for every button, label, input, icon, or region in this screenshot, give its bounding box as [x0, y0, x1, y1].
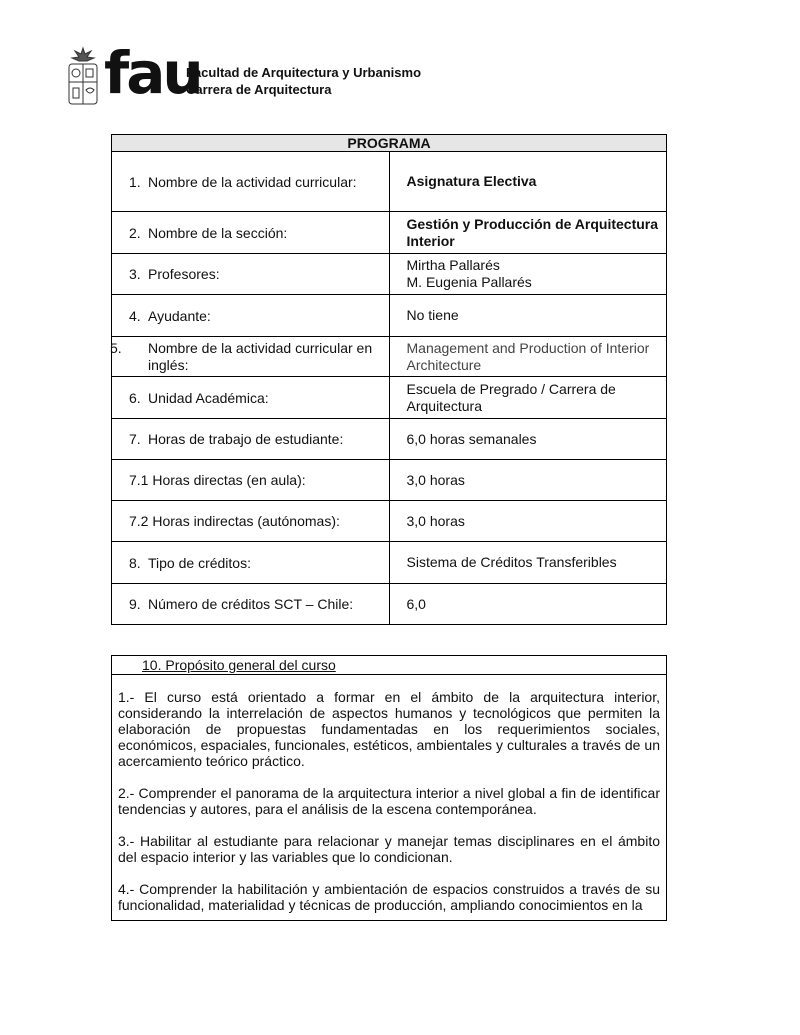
table-row: [112, 584, 667, 625]
page-header: [66, 39, 486, 110]
row-value: No tiene: [389, 295, 667, 337]
row-label: 7.2 Horas indirectas (autónomas):: [112, 501, 390, 542]
row-value: Gestión y Producción de Arquitectura Interior: [389, 212, 667, 254]
table-row: [112, 377, 667, 419]
professor-1: Mirtha Pallarés: [406, 257, 500, 273]
program-title: PROGRAMA: [112, 135, 667, 152]
program-table: [111, 134, 667, 625]
table-row: [112, 419, 667, 460]
professor-2: M. Eugenia Pallarés: [406, 274, 532, 290]
row-label: 7. Horas de trabajo de estudiante:: [112, 419, 390, 460]
row-label: 5. Nombre de la actividad curricular en inglés:: [112, 337, 390, 377]
table-row: [112, 501, 667, 542]
row-value: Sistema de Créditos Transferibles: [389, 542, 667, 584]
table-row: [112, 460, 667, 501]
row-value: 3,0 horas: [389, 501, 667, 542]
table-row: [112, 542, 667, 584]
purpose-heading: 10. Propósito general del curso: [112, 656, 666, 675]
faculty-block: [186, 64, 421, 98]
row-label: 2. Nombre de la sección:: [112, 212, 390, 254]
row-label: 6. Unidad Académica:: [112, 377, 390, 419]
table-row: [112, 254, 667, 295]
table-row: [112, 152, 667, 212]
purpose-paragraph: 3.- Habilitar al estudiante para relacionar y manejar temas disciplinares en el ámbito del espacio interior y las variables que lo condicionan.: [118, 833, 660, 865]
purpose-paragraph: 2.- Comprender el panorama de la arquitectura interior a nivel global a fin de identificar tendencias y autores, para el análisis de la escena contemporánea.: [118, 785, 660, 817]
purpose-paragraph: 1.- El curso está orientado a formar en el ámbito de la arquitectura interior, considerando la interrelación de aspectos humanos y tecnológicos que permiten la elaboración de propuestas fundamentadas en los requerimientos sociales, económicos, espaciales, funcionales, estéticos, ambientales y culturales a través de un acercamiento teórico práctico.: [118, 689, 660, 769]
table-row: [112, 295, 667, 337]
row-value: Escuela de Pregrado / Carrera de Arquitectura: [389, 377, 667, 419]
faculty-name: Facultad de Arquitectura y Urbanismo: [186, 65, 422, 80]
career-name: Carrera de Arquitectura: [186, 82, 332, 97]
purpose-paragraph: 4.- Comprender la habilitación y ambientación de espacios construidos a través de su funcionalidad, materialidad y técnicas de producción, ampliando conocimientos en la: [118, 881, 660, 913]
row-label: 4. Ayudante:: [112, 295, 390, 337]
row-label: 8. Tipo de créditos:: [112, 542, 390, 584]
university-seal-icon: [66, 46, 100, 108]
row-value: 6,0 horas semanales: [389, 419, 667, 460]
row-value: [389, 254, 667, 295]
row-value: 6,0: [389, 584, 667, 625]
row-value: Asignatura Electiva: [389, 152, 667, 212]
row-label: 3. Profesores:: [112, 254, 390, 295]
row-label: 9. Número de créditos SCT – Chile:: [112, 584, 390, 625]
purpose-box: [111, 655, 667, 921]
row-value: 3,0 horas: [389, 460, 667, 501]
row-value: Management and Production of Interior Architecture: [389, 337, 667, 377]
fau-logo: fau: [104, 39, 201, 107]
row-label: 1. Nombre de la actividad curricular:: [112, 152, 390, 212]
table-row: [112, 337, 667, 377]
table-row: [112, 212, 667, 254]
row-label: 7.1 Horas directas (en aula):: [112, 460, 390, 501]
purpose-body: [112, 675, 666, 913]
